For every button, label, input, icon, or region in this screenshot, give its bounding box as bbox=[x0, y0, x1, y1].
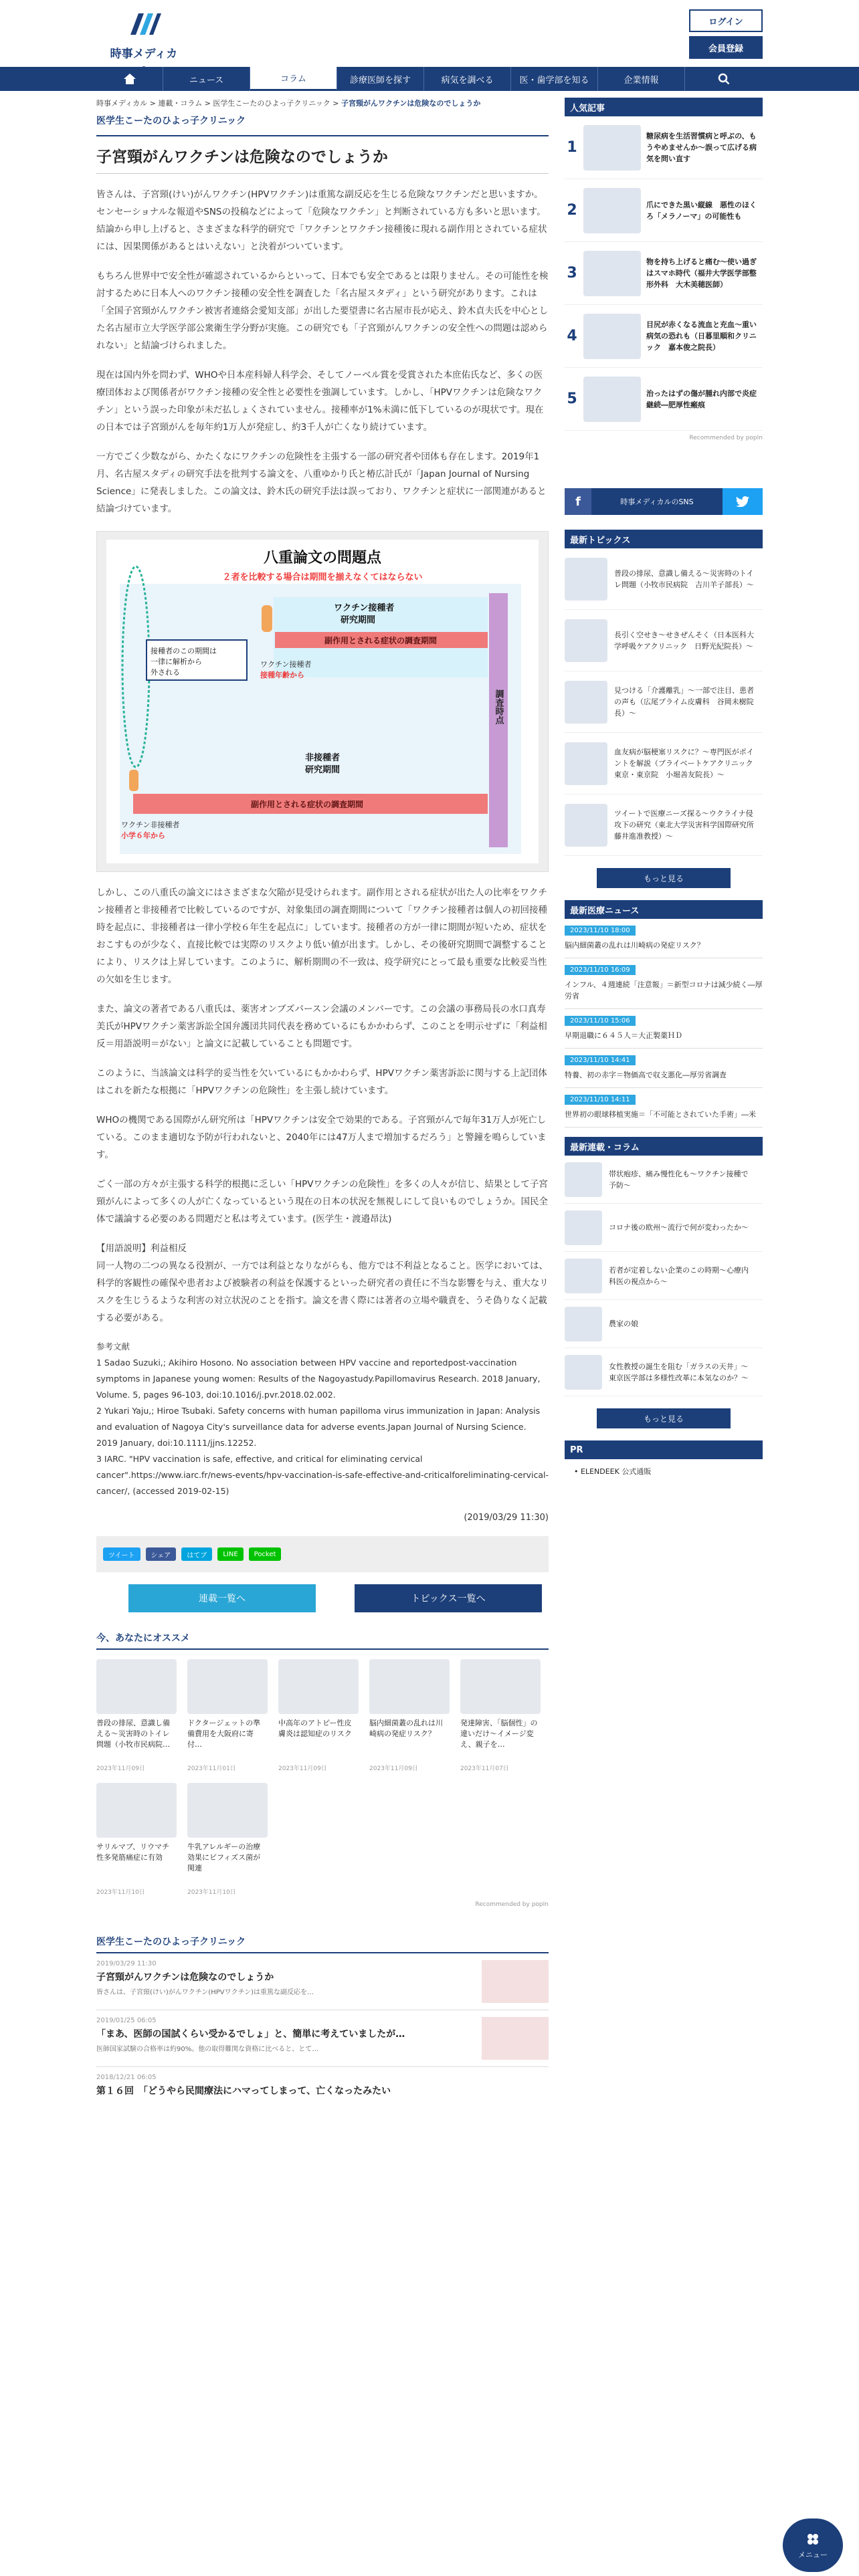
recommend-item[interactable]: 普段の排尿、意識し備える〜災害時のトイレ問題（小牧市民病院… 2023年11月09日 bbox=[96, 1659, 177, 1772]
columns-more-button[interactable]: もっと見る bbox=[597, 1408, 731, 1428]
nav-column[interactable]: コラム bbox=[250, 67, 337, 91]
thumbnail bbox=[278, 1659, 359, 1714]
vacc-age: 接種年齢から bbox=[260, 671, 304, 679]
thumbnail bbox=[96, 1783, 177, 1838]
thumbnail bbox=[482, 1960, 549, 2003]
nav-diseases[interactable]: 病気を調べる bbox=[424, 67, 511, 91]
column-item[interactable]: 若者が定着しない企業のこの時期～心療内科医の視点から～ bbox=[565, 1252, 763, 1300]
topics-more-button[interactable]: もっと見る bbox=[597, 868, 731, 888]
svg-text:非接種者: 非接種者 bbox=[304, 753, 341, 763]
figure-subtitle: ２者を比較する場合は期間を揃えなくてはならない bbox=[222, 572, 423, 582]
share-bar bbox=[96, 1536, 549, 1572]
column-item[interactable]: 女性教授の誕生を阻む「ガラスの天井」～東京医学部は多様性改革に本気なのか？～ bbox=[565, 1348, 763, 1396]
series-name[interactable]: 医学生こーたのひよっ子クリニック bbox=[96, 116, 246, 126]
column-item[interactable]: 帯状疱疹、痛み慢性化も～ワクチン接種で予防～ bbox=[565, 1156, 763, 1204]
search-icon bbox=[718, 73, 730, 85]
vacc-label: ワクチン接種者 bbox=[334, 603, 395, 613]
topics-list-button[interactable]: トピックス一覧へ bbox=[355, 1584, 542, 1612]
news-item[interactable]: 2023/11/10 16:09 インフル、４週連続「注意報」＝新型コロナは減少続く―厚労省 bbox=[565, 958, 763, 1009]
article-para: また、論文の著者である八重氏は、薬害オンブズパースン会議のメンバーです。この会議の事務局長の水口真寿美氏がHPVワクチン薬害訴訟全国弁護団共同代表を務めているにもかかわらず、このことを明示せずに「利益相反＝用語説明＝がない」と論文に記載していることも問題です。 bbox=[96, 1004, 547, 1049]
article-para: ごく一部の方々が主張する科学的根拠に乏しい「HPVワクチンの危険性」を多くの人々が信じ、結果として子宮頸がんによって多くの人が亡くなっているという現在の日本の状況を無視しにして良いものでしょうか。国民全体で議論する必要のある問題だと私は考えています。(医学生・渡邉昂汰) bbox=[96, 1179, 548, 1224]
article-figure bbox=[96, 531, 549, 872]
news-title: 最新医療ニュース bbox=[565, 900, 763, 919]
svg-text:接種者のこの期間は: 接種者のこの期間は bbox=[151, 647, 217, 655]
nav-home[interactable] bbox=[96, 67, 163, 91]
topic-item[interactable]: ツイートで医療ニーズ探る～ウクライナ侵攻下の研究（東北大学災害科学国際研究所 藤井進准教授）～ bbox=[565, 794, 763, 856]
recommend-title: 今、あなたにオススメ bbox=[96, 1631, 549, 1650]
article-para: しかし、この八重氏の論文にはさまざまな欠陥が見受けられます。副作用とされる症状が出た人の比率をワクチン接種者と非接種者で比較しているのですが、対象集団の調査期間について「ワクチン接種者は個人の初回接種時を起点に、非接種者は一律小学校６年生を起点に」しています。接種者の方が一律に期間が短いため、症状をおこすものが少なく、直接比較では実際のリスクより低い値が出ます。しかし、その後研究期間で調整することにより、リスクは上昇しています。このように、解析期間の不一致は、疫学研究にとって最も重要な比較妥当性の欠如を生じます。 bbox=[96, 887, 548, 985]
popular-by: Recommended by popIn bbox=[689, 435, 763, 441]
menu-icon bbox=[804, 2531, 822, 2548]
nonvacc-label: ワクチン非接種者 bbox=[121, 821, 180, 829]
recommend-item[interactable]: 中高年のアトピー性皮膚炎は認知症のリスク 2023年11月09日 bbox=[278, 1659, 359, 1772]
topic-item[interactable]: 見つける「介護離乳」～一部で注目、患者の声も（広尾プライム皮膚科 谷岡未樹院長）～ bbox=[565, 671, 763, 733]
series-section-title: 医学生こーたのひよっ子クリニック bbox=[96, 1935, 549, 1953]
article-para: このように、当該論文は科学的妥当性を欠いているにもかかわらず、HPVワクチン薬害訴訟に関与する上記団体はこれを新たな根拠に「HPVワクチンの危険性」を主張し続けています。 bbox=[96, 1068, 547, 1096]
article-para: 皆さんは、子宮頸(けい)がんワクチン(HPVワクチン)は重篤な副反応を生じる危険なワクチンだと思いますか。センセーショナルな報道やSNSの投稿などによって「危険なワクチン」と判断されている方も多いと思います。結論から申し上げると、さまざまな科学的研究で「ワクチンとワクチン接種後に現れる副作用とされている症状には、因果関係があるとはいえない」と決着がついています。 bbox=[96, 189, 547, 252]
register-button[interactable]: 会員登録 bbox=[689, 36, 763, 59]
topic-item[interactable]: 血友病が脳梗塞リスクに？～専門医がポイントを解説（ブライベートケアクリニック東京・東京院 小堀善友院長）～ bbox=[565, 733, 763, 794]
thumbnail bbox=[460, 1659, 541, 1714]
side-period-2: 副作用とされる症状の調査期間 bbox=[250, 800, 364, 809]
main-nav bbox=[0, 67, 859, 91]
sns-bar bbox=[565, 488, 763, 515]
nonvacc-age: 小学６年から bbox=[121, 831, 165, 840]
news-item[interactable]: 2023/11/10 14:11 世界初の眼球移植実施＝「不可能とされていた手術」―米 bbox=[565, 1088, 763, 1128]
facebook-icon[interactable]: f bbox=[565, 488, 591, 515]
share-twitter-button[interactable]: ツイート bbox=[103, 1547, 140, 1561]
nav-company[interactable]: 企業情報 bbox=[598, 67, 685, 91]
svg-text:ワクチン接種者: ワクチン接種者 bbox=[260, 660, 312, 669]
topics-title: 最新トピックス bbox=[565, 530, 763, 548]
nav-news[interactable]: ニュース bbox=[163, 67, 250, 91]
home-icon bbox=[124, 74, 136, 84]
article-date: (2019/03/29 11:30) bbox=[464, 1513, 549, 1523]
series-item[interactable]: 2019/01/25 06:05 「まあ、医師の国試くらい受かるでしょ」と、簡単に考えていましたが… 医師国家試験の合格率は約90%。他の取得難関な資格に比べると、とて… bbox=[96, 2010, 549, 2067]
recommend-item[interactable]: 発達障害、「脳個性」の違いだけ～イメージ変え、親子を… 2023年11月07日 bbox=[460, 1659, 541, 1772]
popular-item[interactable]: 4 目尻が赤くなる流血と充血～重い病気の恐れも（日暮里順和クリニック 嘉本俊之院長） bbox=[565, 305, 763, 368]
popular-item[interactable]: 1 糖尿病を生活習慣病と呼ぶの、もうやめませんか～誤って広げる病気を問い直す bbox=[565, 116, 763, 179]
popular-item[interactable]: 2 爪にできた黒い縦線 悪性のほくろ「メラノーマ」の可能性も bbox=[565, 179, 763, 242]
logo-icon bbox=[126, 9, 161, 39]
breadcrumb-current: 子宮頸がんワクチンは危険なのでしょうか bbox=[341, 99, 481, 108]
article-para: もちろん世界中で安全性が確認されているからといって、日本でも安全であるとは限りません。その可能性を検討するために日本人へのワクチン接種の安全性を調査した「名古屋スタディ」という研究があります。これは「全国子宮頸がんワクチン被害者連絡会愛知支部」が出した要望書に名古屋市長が応え、鈴木貞夫氏を中心とした名古屋市立大学医学部公衆衛生学分野が実施。この研究でも「子宮頸がんワクチンの安全性への問題は認められない」と結論づけられました。 bbox=[96, 271, 549, 351]
sns-label: 時事メディカルのSNS bbox=[591, 488, 723, 515]
figure-title: 八重論文の問題点 bbox=[263, 550, 382, 566]
nav-doctors[interactable]: 診療医師を探す bbox=[337, 67, 424, 91]
recommend-item[interactable]: 脳内細菌叢の乱れは川崎病の発症リスク？ 2023年11月09日 bbox=[369, 1659, 450, 1772]
nav-search[interactable] bbox=[685, 67, 763, 91]
recommend-item[interactable]: 牛乳アレルギーの治療効果にビフィズス菌が関連 2023年11月10日 bbox=[187, 1783, 268, 1896]
topic-item[interactable]: 普段の排尿、意識し備える～災害時のトイレ問題（小牧市民病院 吉川羊子部長）～ bbox=[565, 548, 763, 610]
list-buttons bbox=[96, 1584, 549, 1612]
side-period-1: 副作用とされる症状の調査期間 bbox=[324, 636, 438, 645]
popular-title: 人気記事 bbox=[565, 98, 763, 116]
main-content bbox=[96, 98, 549, 2104]
svg-text:研究期間: 研究期間 bbox=[304, 765, 341, 775]
breadcrumb bbox=[96, 98, 549, 111]
glossary: 【用語説明】利益相反 同一人物の二つの異なる役割が、一方では利益となりながらも、他方では不利益となること。医学においては、科学的客観性の確保や患者および被験者の利益を保護するといった研究者の責任に不当な影響を与え、重大なリスクを生じうるような利害の対立状況のことを指す。論文を書く際には著者の立場や職責を、うそ偽りなく記載する必要がある。 bbox=[96, 1243, 549, 1323]
thumbnail bbox=[187, 1783, 268, 1838]
news-item[interactable]: 2023/11/10 14:41 特養、初の赤字＝物価高で収支悪化―厚労省調査 bbox=[565, 1049, 763, 1088]
article-para: 一方でごく少数ながら、かたくなにワクチンの危険性を主張する一部の研究者や団体も存在します。2019年1月、名古屋スタディの研究手法を批判する論文を、八重ゆかり氏と椿広計氏が「Japan Journal of Nursing Science」に発表しました。この論文は、鈴木氏の研究手法は誤っており、ワクチンと症状に一部関連があると結論づけています。 bbox=[96, 451, 547, 514]
share-pocket-button[interactable]: Pocket bbox=[249, 1547, 282, 1561]
nav-schools[interactable]: 医・歯学部を知る bbox=[511, 67, 598, 91]
pr-title: PR bbox=[565, 1440, 763, 1459]
figure-diagram bbox=[106, 540, 539, 863]
column-item[interactable]: 農家の娘 bbox=[565, 1300, 763, 1348]
svg-text:外される: 外される bbox=[151, 668, 180, 677]
vacc-person bbox=[262, 605, 272, 632]
site-logo[interactable] bbox=[107, 9, 181, 61]
column-item[interactable]: コロナ後の欧州～流行で何が変わったか～ bbox=[565, 1204, 763, 1252]
sidebar bbox=[565, 98, 763, 1477]
article-para: 現在は国内外を問わず、WHOや日本産科婦人科学会、そしてノーベル賞を受賞された本庶佑氏など、多くの医療団体および関係者がワクチン接種の安全性と必要性を強調しています。しかし、「HPVワクチンは危険なワクチン」という誤った印象が未だ払しょくされていません。接種率が1%未満に低下しているのが現状です。現在の日本では子宮頸がんを毎年約1万人が発症し、約3千人が亡くなり続けています。 bbox=[96, 370, 544, 433]
thumbnail bbox=[187, 1659, 268, 1714]
thumbnail bbox=[482, 2017, 549, 2060]
topic-item[interactable]: 長引く空せき～せきぜんそく（日本医科大学呼吸ケアクリニック 日野光紀院長）～ bbox=[565, 610, 763, 671]
references: 参考文献 1 Sadao Suzuki,; Akihiro Hosono. No association between HPV vaccine and reportedpost-vaccination symptoms in Japanese young women: Results of the Nagoyastudy.Papillomavirus Research. 2018 January, Volume. 5, pages 96-103, doi:10.1016/j.pvr.2018.02.002. 2 Yukari Yaju,; Hiroe Tsubaki. Safety concerns with human papilloma virus immunization in Japan: Analysis and evaluation of Nagoya City's surveillance data for adverse events.Japan Journal of Nursing Science. 2019 January, doi:10.1111/jjns.12252. 3 IARC. "HPV vaccination is safe, effective, and critical for eliminating cervical cancer".https://www.iarc.fr/news-events/hpv-vaccination-is-safe-effective-and-criticalforeliminating-cervical-cancer/, (accessed 2019-02-15) bbox=[96, 1341, 549, 1496]
recommended-by: Recommended by popIn bbox=[475, 1901, 549, 1908]
logo-text: 時事メディカ bbox=[110, 47, 178, 61]
share-facebook-button[interactable]: シェア bbox=[146, 1547, 177, 1561]
article-body bbox=[96, 186, 549, 1499]
news-item[interactable]: 2023/11/10 18:00 脳内細菌叢の乱れは川崎病の発症リスク？ bbox=[565, 919, 763, 958]
nonvacc-person bbox=[129, 770, 138, 791]
share-hatena-button[interactable]: はてブ bbox=[181, 1547, 212, 1561]
twitter-icon[interactable] bbox=[723, 488, 763, 515]
news-item[interactable]: 2023/11/10 15:06 早期退職に６４５人＝大正製薬ＨＤ bbox=[565, 1009, 763, 1049]
thumbnail bbox=[369, 1659, 450, 1714]
recommend-item[interactable]: サリルマブ、リウマチ性多発筋痛症に有効 2023年11月10日 bbox=[96, 1783, 177, 1896]
article-para: WHOの機関である国際がん研究所は「HPVワクチンは安全で効果的である。子宮頸がんで毎年31万人が死亡している。このまま適切な予防が行われないと、2040年には47万人まで増加するだろう」と警鐘を鳴らしています。 bbox=[96, 1115, 547, 1160]
recommend-grid bbox=[96, 1659, 549, 1896]
thumbnail bbox=[96, 1659, 177, 1714]
breadcrumb-path[interactable]: 時事メディカル > 連載・コラム > 医学生こーたのひよっ子クリニック > bbox=[96, 99, 339, 108]
series-list-button[interactable]: 連載一覧へ bbox=[128, 1584, 316, 1612]
popular-item[interactable]: 5 治ったはずの傷が腫れ内部で炎症継続―肥厚性瘢痕 bbox=[565, 368, 763, 431]
column-title: 最新連載・コラム bbox=[565, 1137, 763, 1156]
vacc-period-label: 研究期間 bbox=[341, 615, 376, 625]
series-item[interactable]: 2019/03/29 11:30 子宮頸がんワクチンは危険なのでしょうか 皆さんは、子宮頸(けい)がんワクチン(HPVワクチン)は重篤な副反応を… bbox=[96, 1953, 549, 2010]
menu-button[interactable]: メニュー bbox=[783, 2518, 843, 2572]
article-title: 子宮頸がんワクチンは危険なのでしょうか bbox=[96, 135, 549, 174]
series-item[interactable]: 2018/12/21 06:05 第１６回 「どうやら民間療法にハマってしまって、亡くなったみたい bbox=[96, 2074, 391, 2097]
survey-label: 調査時点 bbox=[493, 689, 504, 724]
svg-text:一律に解析から: 一律に解析から bbox=[151, 657, 202, 666]
site-header bbox=[0, 0, 859, 67]
login-button[interactable]: ログイン bbox=[689, 9, 763, 32]
recommend-item[interactable]: ドクタージェットの準備費用を大阪府に寄付… 2023年11月01日 bbox=[187, 1659, 268, 1772]
popular-item[interactable]: 3 物を持ち上げると痛む～使い過ぎはスマホ時代（福井大学医学部整形外科 大木美穂医師） bbox=[565, 242, 763, 305]
share-line-button[interactable]: LINE bbox=[217, 1547, 243, 1561]
pr-item[interactable]: • ELENDEEK 公式通販 bbox=[574, 1467, 652, 1476]
